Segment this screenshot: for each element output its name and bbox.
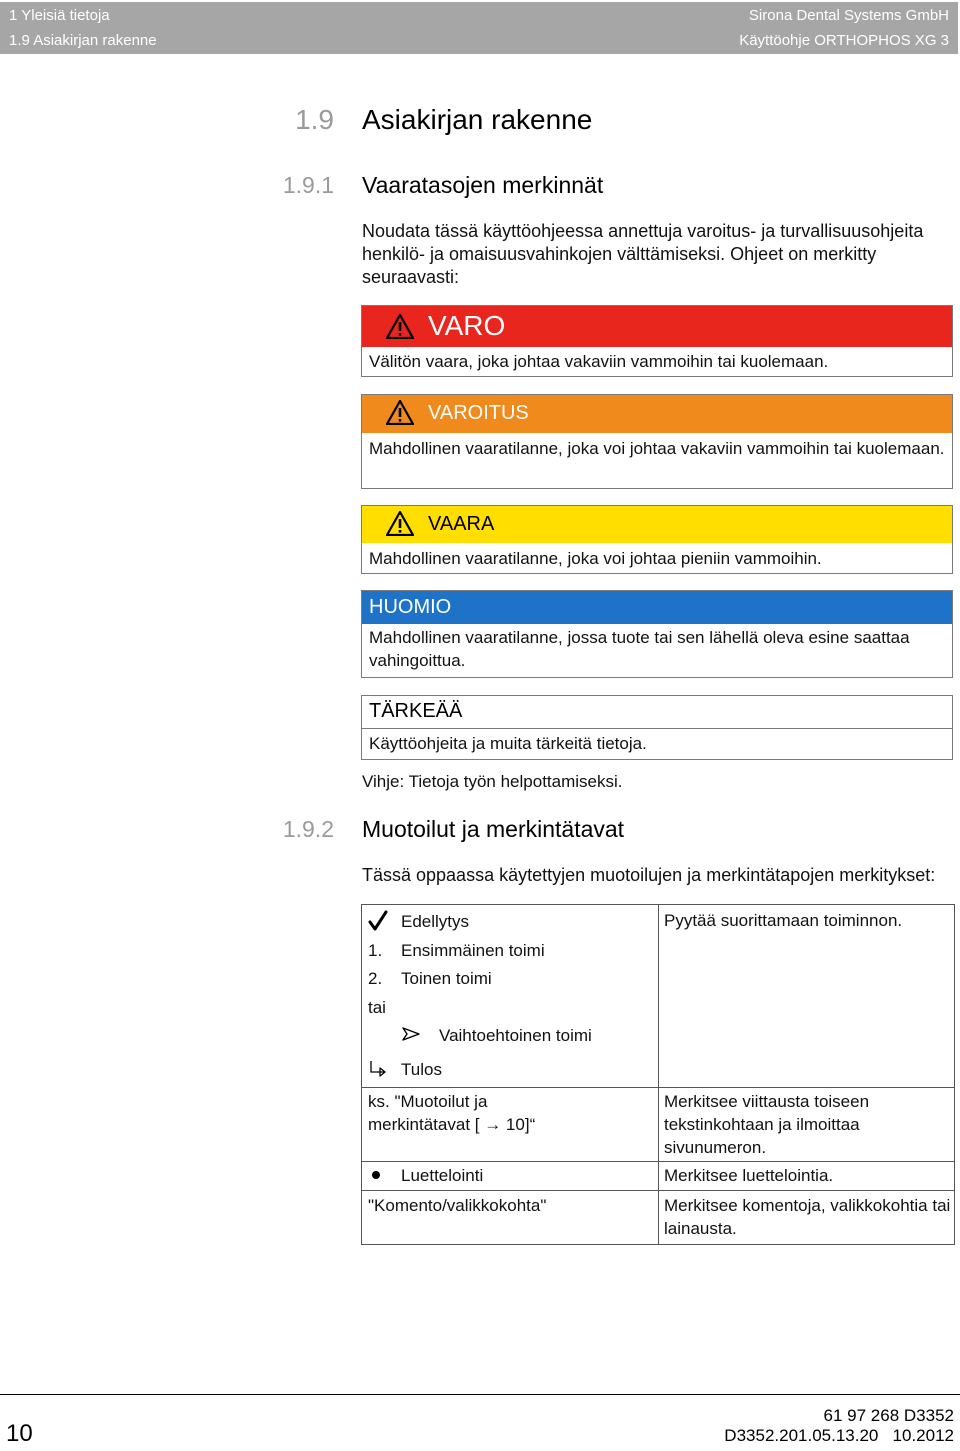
- table-alternative: Vaihtoehtoinen toimi: [439, 1026, 592, 1045]
- notice-varo-band: [362, 306, 952, 347]
- arrowhead-icon: [402, 1027, 420, 1041]
- notice-huomio-title: HUOMIO: [369, 596, 452, 618]
- subsection-2-number: 1.9.2: [282, 816, 334, 842]
- table-reference-line2: merkintätavat [ → 10]“: [368, 1115, 536, 1134]
- document-revision: D3352.201.05.13.20 10.2012: [724, 1426, 954, 1445]
- conventions-table: [361, 904, 955, 1245]
- bullet-icon: [371, 1170, 381, 1180]
- table-list-item: Luettelointi: [401, 1166, 484, 1185]
- page-header: [0, 2, 958, 54]
- table-result: Tulos: [401, 1060, 442, 1079]
- table-step2: Toinen toimi: [401, 969, 492, 988]
- warning-triangle-icon: [386, 400, 414, 425]
- table-desc-reference: Merkitsee viittausta toiseen tekstinkohtaan ja ilmoittaa sivunumeron.: [664, 1092, 870, 1157]
- notice-huomio-text: Mahdollinen vaaratilanne, jossa tuote tai sen lähellä oleva esine saattaa vahingoittua.: [369, 628, 910, 670]
- table-row-divider: [362, 1161, 954, 1162]
- notice-huomio: [361, 590, 953, 678]
- subsection-2-title: Muotoilut ja merkintätavat: [362, 816, 625, 842]
- section-number: 1.9: [295, 104, 334, 135]
- notice-tarkeaa: [361, 695, 953, 760]
- result-arrow-icon: [368, 1060, 388, 1078]
- header-company: Sirona Dental Systems GmbH: [748, 7, 949, 24]
- section-title: Asiakirjan rakenne: [362, 104, 593, 135]
- table-desc-command: Merkitsee komentoja, valikkokohtia tai lainausta.: [664, 1196, 951, 1238]
- notice-vaara-title: VAARA: [428, 513, 495, 535]
- notice-varo-text: Välitön vaara, joka johtaa vakaviin vammoihin tai kuolemaan.: [369, 352, 829, 371]
- notice-varoitus-text: Mahdollinen vaaratilanne, joka voi johtaa vakaviin vammoihin tai kuolemaan.: [369, 439, 945, 458]
- notice-vaara: [361, 505, 953, 574]
- table-step1-num: 1.: [368, 941, 383, 960]
- table-desc-action: Pyytää suorittamaan toiminnon.: [664, 911, 903, 930]
- tip-text: Tietoja työn helpottamiseksi.: [404, 772, 623, 791]
- notice-huomio-band: [362, 591, 952, 624]
- tip-line: [362, 770, 952, 793]
- tip-label: Vihje:: [362, 772, 405, 791]
- table-row-divider: [362, 1087, 954, 1088]
- notice-vaara-band: [362, 506, 952, 543]
- subsection-1-number: 1.9.1: [282, 172, 334, 198]
- header-chapter: 1 Yleisiä tietoja: [9, 7, 110, 24]
- notice-varoitus: [361, 394, 953, 489]
- table-command: "Komento/valikkokohta": [368, 1196, 547, 1215]
- table-step1: Ensimmäinen toimi: [401, 941, 545, 960]
- notice-vaara-text: Mahdollinen vaaratilanne, joka voi johtaa pieniin vammoihin.: [369, 549, 822, 568]
- table-prereq: Edellytys: [401, 912, 470, 931]
- footer-divider: [0, 1394, 960, 1395]
- table-step2-num: 2.: [368, 969, 383, 988]
- notice-tarkeaa-text: Käyttöohjeita ja muita tärkeitä tietoja.: [369, 734, 647, 753]
- notice-varo: [361, 305, 953, 377]
- notice-tarkeaa-band: [362, 696, 952, 729]
- table-desc-list: Merkitsee luettelointia.: [664, 1166, 834, 1185]
- notice-tarkeaa-title: TÄRKEÄÄ: [369, 700, 463, 722]
- table-column-divider: [658, 905, 659, 1244]
- notice-varo-title: VARO: [428, 310, 506, 341]
- subsection-2-intro: Tässä oppaassa käytettyjen muotoilujen ja merkintätapojen merkitykset:: [362, 865, 936, 885]
- table-row-divider: [362, 1190, 954, 1191]
- header-section: 1.9 Asiakirjan rakenne: [9, 32, 157, 49]
- subsection-1-title: Vaaratasojen merkinnät: [362, 172, 604, 198]
- table-or: tai: [368, 998, 386, 1017]
- document-number: 61 97 268 D3352: [823, 1406, 954, 1425]
- page-number: 10: [6, 1420, 33, 1447]
- header-manual: Käyttöohje ORTHOPHOS XG 3: [739, 32, 949, 49]
- warning-triangle-icon: [386, 314, 414, 339]
- warning-triangle-icon: [386, 511, 414, 536]
- subsection-1-intro: Noudata tässä käyttöohjeessa annettuja varoitus- ja turvallisuusohjeita henkilö- ja omaisuusvahinkojen välttämiseksi. Ohjeet on merkitty seuraavasti:: [362, 221, 924, 287]
- notice-varoitus-band: [362, 395, 952, 433]
- table-reference-line1: ks. "Muotoilut ja: [368, 1092, 488, 1111]
- notice-varoitus-title: VAROITUS: [428, 402, 529, 424]
- checkmark-icon: [368, 910, 388, 932]
